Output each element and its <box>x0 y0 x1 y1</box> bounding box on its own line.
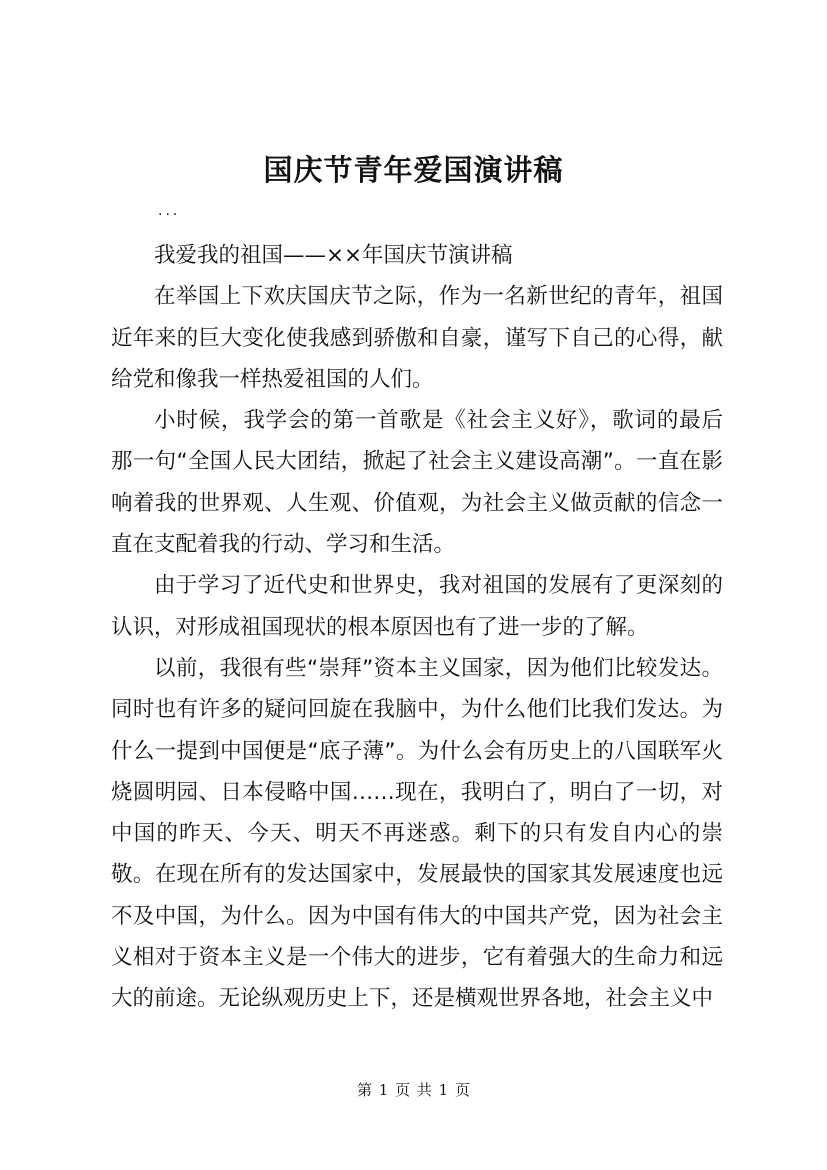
page-footer: 第 1 页 共 1 页 <box>357 1081 470 1099</box>
body-paragraph: 在举国上下欢庆国庆节之际，作为一名新世纪的青年，祖国近年来的巨大变化使我感到骄傲和自豪，谨写下自己的心得，献给党和像我一样热爱祖国的人们。 <box>111 284 723 392</box>
subtitle-paragraph: 我爱我的祖国——××年国庆节演讲稿 <box>154 243 513 268</box>
body-paragraph: 以前，我很有些“崇拜”资本主义国家，因为他们比较发达。同时也有许多的疑问回旋在我脑中，为什么他们比我们发达。为什么一提到中国便是“底子薄”。为什么会有历史上的八国联军火烧圆明园、日本侵略中国……现在，我明白了，明白了一切，对中国的昨天、今天、明天不再迷惑。剩下的只有发自内心的崇敬。在现在所有的发达国家中，发展最快的国家其发展速度也远不及中国，为什么。因为中国有伟大的中国共产党，因为社会主义相对于资本主义是一个伟大的进步，它有着强大的生命力和远大的前途。无论纵观历史上下，还是横观世界各地，社会主义中 <box>111 655 723 1012</box>
ellipsis-marker: ... <box>158 203 181 219</box>
body-paragraph: 小时候，我学会的第一首歌是《社会主义好》，歌词的最后那一句“全国人民大团结，掀起了社会主义建设高潮”。一直在影响着我的世界观、人生观、价值观，为社会主义做贡献的信念一直在支配着我的行动、学习和生活。 <box>111 408 723 558</box>
body-paragraph: 由于学习了近代史和世界史，我对祖国的发展有了更深刻的认识，对形成祖国现状的根本原因也有了进一步的了解。 <box>111 573 723 640</box>
document-title: 国庆节青年爱国演讲稿 <box>263 153 564 187</box>
document-body <box>111 235 723 1020</box>
